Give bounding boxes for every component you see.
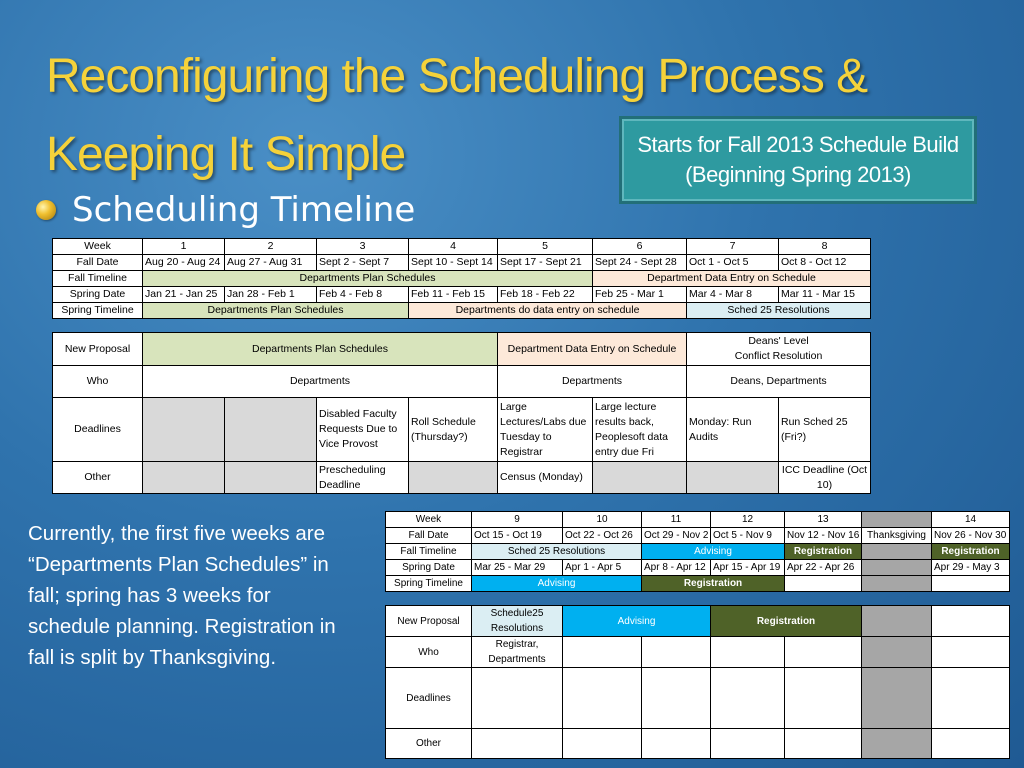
- week-cell: 6: [593, 239, 687, 255]
- row-label-deadlines: Deadlines: [386, 668, 472, 729]
- spring-plan-span: Departments Plan Schedules: [143, 303, 409, 319]
- details-table-weeks-9-14: [385, 605, 1010, 759]
- spring-date-cell: Apr 1 - Apr 5: [563, 560, 642, 576]
- who-empty-cell: [563, 637, 642, 668]
- row-other: [53, 462, 871, 494]
- deans-level-text: Deans' Level: [748, 335, 809, 347]
- deadline-cell: Disabled Faculty Requests Due to Vice Provost: [317, 398, 409, 462]
- proposal-advising-span: Advising: [563, 606, 711, 637]
- spring-date-cell: Apr 22 - Apr 26: [785, 560, 862, 576]
- bullet-scheduling-timeline: [36, 186, 415, 234]
- row-spring-date: [53, 287, 871, 303]
- proposal-deans-span: [687, 333, 871, 366]
- row-label-new-proposal: New Proposal: [386, 606, 472, 637]
- deadline-empty-cell: [563, 668, 642, 729]
- week-cell: 1: [143, 239, 225, 255]
- bullet-orb-icon: [36, 200, 56, 220]
- other-empty-cell: [225, 462, 317, 494]
- row-label-fall-timeline: Fall Timeline: [386, 544, 472, 560]
- row-label-who: Who: [53, 366, 143, 398]
- fall-date-cell: Nov 26 - Nov 30: [932, 528, 1010, 544]
- row-fall-timeline: [53, 271, 871, 287]
- fall-date-cell: Nov 12 - Nov 16: [785, 528, 862, 544]
- spring-date-cell: Apr 29 - May 3: [932, 560, 1010, 576]
- row-label-spring-timeline: Spring Timeline: [386, 576, 472, 592]
- conflict-resolution-text: Conflict Resolution: [734, 350, 823, 362]
- week-cell: 12: [711, 512, 785, 528]
- proposal-gap-cell: [862, 606, 932, 637]
- title-line-2: Keeping It Simple: [46, 128, 406, 181]
- spring-date-cell: Feb 11 - Feb 15: [409, 287, 498, 303]
- spring-data-entry-span: Departments do data entry on schedule: [409, 303, 687, 319]
- row-new-proposal: [386, 606, 1010, 637]
- thanksgiving-week-cell: [862, 512, 932, 528]
- fall-resolutions-span: Sched 25 Resolutions: [472, 544, 642, 560]
- fall-advising-span: Advising: [642, 544, 785, 560]
- spring-date-cell: Feb 18 - Feb 22: [498, 287, 593, 303]
- row-label-other: Other: [53, 462, 143, 494]
- start-callout: [619, 116, 977, 204]
- other-empty-cell: [785, 729, 862, 759]
- row-deadlines: [53, 398, 871, 462]
- fall-date-cell: Oct 5 - Nov 9: [711, 528, 785, 544]
- callout-line-2: (Beginning Spring 2013): [685, 162, 911, 187]
- deadline-empty-cell: [225, 398, 317, 462]
- other-cell: Prescheduling Deadline: [317, 462, 409, 494]
- spring-date-cell: Apr 15 - Apr 19: [711, 560, 785, 576]
- week-cell: 3: [317, 239, 409, 255]
- row-fall-timeline: [386, 544, 1010, 560]
- spring-date-cell: Jan 28 - Feb 1: [225, 287, 317, 303]
- week-cell: 7: [687, 239, 779, 255]
- other-cell: Census (Monday): [498, 462, 593, 494]
- deadline-cell: Large lecture results back, Peoplesoft data entry due Fri: [593, 398, 687, 462]
- other-empty-cell: [642, 729, 711, 759]
- deadline-gap-cell: [862, 668, 932, 729]
- deadline-cell: Roll Schedule (Thursday?): [409, 398, 498, 462]
- row-label-fall-date: Fall Date: [53, 255, 143, 271]
- spring-date-cell: Mar 25 - Mar 29: [472, 560, 563, 576]
- spring-advising-span: Advising: [472, 576, 642, 592]
- spring-date-cell: Jan 21 - Jan 25: [143, 287, 225, 303]
- proposal-resolutions-cell: Schedule25 Resolutions: [472, 606, 563, 637]
- other-empty-cell: [711, 729, 785, 759]
- details-table-weeks-1-8: [52, 332, 871, 494]
- fall-date-cell: Aug 20 - Aug 24: [143, 255, 225, 271]
- thanksgiving-gap-cell: [862, 544, 932, 560]
- fall-date-cell: Oct 15 - Oct 19: [472, 528, 563, 544]
- other-empty-cell: [563, 729, 642, 759]
- deadline-empty-cell: [932, 668, 1010, 729]
- week-cell: 8: [779, 239, 871, 255]
- deadline-empty-cell: [711, 668, 785, 729]
- deadline-empty-cell: [143, 398, 225, 462]
- row-who: [386, 637, 1010, 668]
- row-fall-date: [386, 528, 1010, 544]
- proposal-plan-span: Departments Plan Schedules: [143, 333, 498, 366]
- deadline-empty-cell: [785, 668, 862, 729]
- row-label-spring-timeline: Spring Timeline: [53, 303, 143, 319]
- fall-date-cell: Sept 10 - Sept 14: [409, 255, 498, 271]
- deadline-cell: Run Sched 25 (Fri?): [779, 398, 871, 462]
- other-cell: ICC Deadline (Oct 10): [779, 462, 871, 494]
- timeline-table-weeks-1-8: [52, 238, 871, 319]
- row-label-who: Who: [386, 637, 472, 668]
- row-new-proposal: [53, 333, 871, 366]
- week-cell: 11: [642, 512, 711, 528]
- spring-gap-cell: [862, 576, 932, 592]
- spring-resolutions-span: Sched 25 Resolutions: [687, 303, 871, 319]
- week-cell: 4: [409, 239, 498, 255]
- who-empty-cell: [785, 637, 862, 668]
- row-label-week: Week: [386, 512, 472, 528]
- other-empty-cell: [687, 462, 779, 494]
- row-label-spring-date: Spring Date: [386, 560, 472, 576]
- spring-date-cell: Feb 4 - Feb 8: [317, 287, 409, 303]
- who-registrar-cell: Registrar, Departments: [472, 637, 563, 668]
- row-label-fall-date: Fall Date: [386, 528, 472, 544]
- row-week: [386, 512, 1010, 528]
- row-spring-timeline: [386, 576, 1010, 592]
- proposal-registration-span: Registration: [711, 606, 862, 637]
- explanation-note: Currently, the first five weeks are “Departments Plan Schedules” in fall; spring has 3 weeks for schedule planning. Registration in fall is split by Thanksgiving.: [28, 522, 336, 669]
- row-other: [386, 729, 1010, 759]
- proposal-data-entry-span: Department Data Entry on Schedule: [498, 333, 687, 366]
- fall-date-cell: Oct 22 - Oct 26: [563, 528, 642, 544]
- deadline-empty-cell: [472, 668, 563, 729]
- spring-date-cell: Mar 11 - Mar 15: [779, 287, 871, 303]
- other-empty-cell: [593, 462, 687, 494]
- fall-date-cell: Oct 8 - Oct 12: [779, 255, 871, 271]
- who-departments-b: Departments: [498, 366, 687, 398]
- week-cell: 14: [932, 512, 1010, 528]
- row-label-fall-timeline: Fall Timeline: [53, 271, 143, 287]
- other-empty-cell: [932, 729, 1010, 759]
- fall-registration-span-2: Registration: [932, 544, 1010, 560]
- spring-empty-cell: [932, 576, 1010, 592]
- bullet-text: Scheduling Timeline: [72, 190, 416, 230]
- week-cell: 10: [563, 512, 642, 528]
- fall-data-entry-span: Department Data Entry on Schedule: [593, 271, 871, 287]
- deadline-cell: Monday: Run Audits: [687, 398, 779, 462]
- week-cell: 9: [472, 512, 563, 528]
- callout-line-1: Starts for Fall 2013 Schedule Build: [637, 132, 959, 157]
- week-cell: 5: [498, 239, 593, 255]
- title-line-1: Reconfiguring the Scheduling Process &: [46, 50, 868, 103]
- who-empty-cell: [642, 637, 711, 668]
- fall-date-cell: Aug 27 - Aug 31: [225, 255, 317, 271]
- other-gap-cell: [862, 729, 932, 759]
- who-empty-cell: [932, 637, 1010, 668]
- deadline-empty-cell: [642, 668, 711, 729]
- other-empty-cell: [409, 462, 498, 494]
- row-who: [53, 366, 871, 398]
- fall-date-cell: Sept 17 - Sept 21: [498, 255, 593, 271]
- row-deadlines: [386, 668, 1010, 729]
- row-label-deadlines: Deadlines: [53, 398, 143, 462]
- row-week: [53, 239, 871, 255]
- week-cell: 13: [785, 512, 862, 528]
- row-label-week: Week: [53, 239, 143, 255]
- fall-date-cell: Sept 24 - Sept 28: [593, 255, 687, 271]
- other-empty-cell: [143, 462, 225, 494]
- fall-date-cell: Oct 1 - Oct 5: [687, 255, 779, 271]
- fall-plan-span: Departments Plan Schedules: [143, 271, 593, 287]
- who-deans-departments: Deans, Departments: [687, 366, 871, 398]
- spring-date-cell: Apr 8 - Apr 12: [642, 560, 711, 576]
- fall-date-cell: Oct 29 - Nov 2: [642, 528, 711, 544]
- row-spring-timeline: [53, 303, 871, 319]
- spring-date-cell: Mar 4 - Mar 8: [687, 287, 779, 303]
- fall-registration-span: Registration: [785, 544, 862, 560]
- thanksgiving-cell: Thanksgiving: [862, 528, 932, 544]
- deadline-cell: Large Lectures/Labs due Tuesday to Registrar: [498, 398, 593, 462]
- spring-empty-cell: [785, 576, 862, 592]
- row-label-other: Other: [386, 729, 472, 759]
- week-cell: 2: [225, 239, 317, 255]
- row-fall-date: [53, 255, 871, 271]
- other-empty-cell: [472, 729, 563, 759]
- timeline-table-weeks-9-14: [385, 511, 1010, 592]
- who-gap-cell: [862, 637, 932, 668]
- who-departments-a: Departments: [143, 366, 498, 398]
- proposal-empty-cell: [932, 606, 1010, 637]
- row-spring-date: [386, 560, 1010, 576]
- fall-date-cell: Sept 2 - Sept 7: [317, 255, 409, 271]
- row-label-new-proposal: New Proposal: [53, 333, 143, 366]
- row-label-spring-date: Spring Date: [53, 287, 143, 303]
- spring-gap-cell: [862, 560, 932, 576]
- spring-registration-span: Registration: [642, 576, 785, 592]
- who-empty-cell: [711, 637, 785, 668]
- spring-date-cell: Feb 25 - Mar 1: [593, 287, 687, 303]
